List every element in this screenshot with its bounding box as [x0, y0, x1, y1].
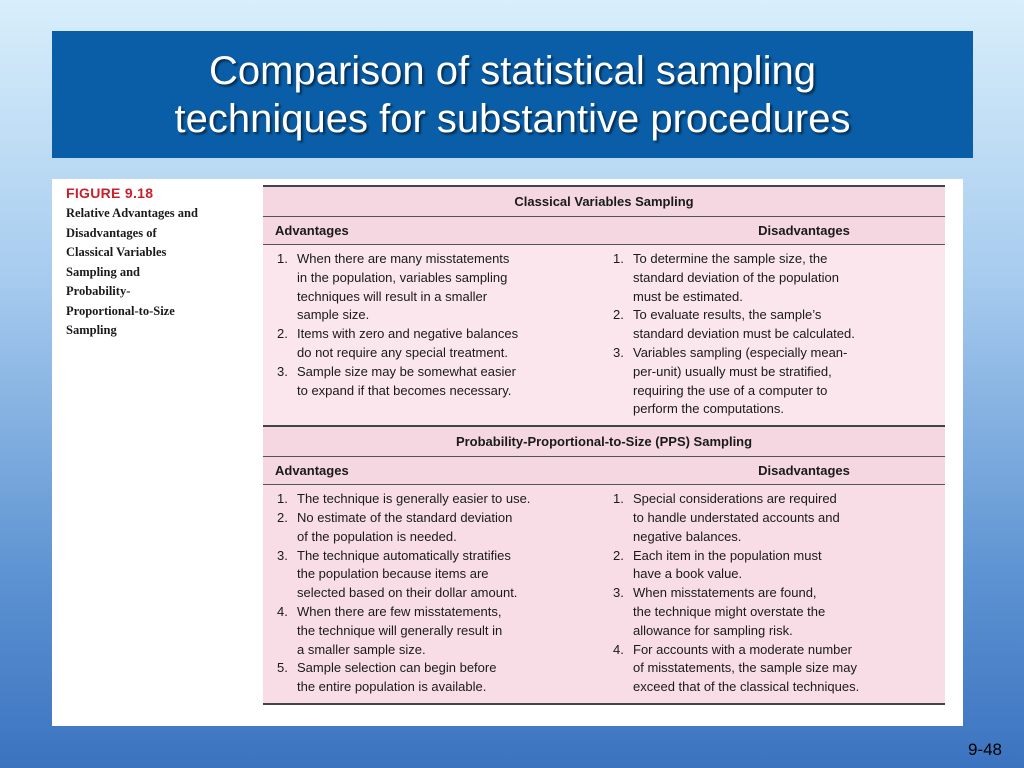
- item-number: 3.: [613, 344, 624, 360]
- advantages-list: [263, 250, 603, 419]
- item-line: Variables sampling (especially mean-: [633, 344, 848, 360]
- item-line: exceed that of the classical techniques.: [633, 679, 860, 695]
- list-item: [277, 325, 603, 363]
- item-number: 2.: [277, 509, 288, 525]
- disadvantages-header: Disadvantages: [758, 223, 850, 238]
- section-body: [263, 485, 945, 703]
- column-headers: [263, 217, 945, 245]
- item-line: negative balances.: [633, 528, 742, 544]
- item-line: The technique is generally easier to use.: [297, 491, 531, 507]
- item-number: 2.: [277, 326, 288, 342]
- item-line: the technique will generally result in: [297, 622, 503, 638]
- item-line: the technique might overstate the: [633, 603, 826, 619]
- item-number: 4.: [613, 641, 624, 657]
- caption-line: Proportional-to-Size: [66, 303, 175, 318]
- caption-line: Disadvantages of: [66, 225, 157, 240]
- section-body: [263, 245, 945, 425]
- item-line: techniques will result in a smaller: [297, 288, 488, 304]
- item-line: perform the computations.: [633, 401, 785, 417]
- item-line: For accounts with a moderate number: [633, 641, 852, 657]
- item-line: No estimate of the standard deviation: [297, 509, 513, 525]
- list-item: [613, 490, 945, 546]
- item-line: Each item in the population must: [633, 547, 822, 563]
- slide-number: 9-48: [967, 740, 1002, 759]
- list-item: [277, 250, 603, 325]
- list-item: [277, 490, 603, 509]
- item-line: Sample selection can begin before: [297, 660, 497, 676]
- section-title: Classical Variables Sampling: [263, 187, 945, 217]
- list-item: [277, 603, 603, 659]
- item-line: Special considerations are required: [633, 491, 837, 507]
- list-item: [277, 659, 603, 697]
- item-line: the population because items are: [297, 566, 489, 582]
- caption-line: Relative Advantages and: [66, 206, 198, 220]
- slide-title-line-2: techniques for substantive procedures: [174, 96, 851, 141]
- item-line: To determine the sample size, the: [633, 251, 828, 266]
- item-number: 3.: [277, 363, 288, 379]
- item-number: 1.: [277, 491, 288, 507]
- column-headers: [263, 457, 945, 485]
- list-item: [277, 363, 603, 401]
- list-item: [277, 509, 603, 547]
- item-line: a smaller sample size.: [297, 641, 426, 657]
- item-line: have a book value.: [633, 566, 743, 582]
- caption-line: Sampling: [66, 323, 117, 337]
- list-item: [613, 250, 945, 306]
- figure-caption-block: [66, 184, 256, 341]
- item-line: allowance for sampling risk.: [633, 622, 793, 638]
- slide-title-line-1: Comparison of statistical sampling: [209, 48, 816, 93]
- item-line: sample size.: [297, 307, 370, 323]
- figure-label: FIGURE 9.18: [66, 185, 154, 201]
- list-item: [613, 584, 945, 640]
- item-number: 2.: [613, 547, 624, 563]
- item-line: requiring the use of a computer to: [633, 382, 828, 398]
- item-line: per-unit) usually must be stratified,: [633, 363, 832, 379]
- item-number: 1.: [277, 251, 288, 266]
- item-line: to expand if that becomes necessary.: [297, 382, 512, 398]
- list-item: [613, 344, 945, 419]
- advantages-header: Advantages: [275, 463, 349, 479]
- item-line: When misstatements are found,: [633, 585, 817, 601]
- comparison-table: [263, 185, 945, 705]
- caption-line: Probability-: [66, 284, 131, 298]
- item-number: 3.: [613, 585, 624, 601]
- item-number: 1.: [613, 251, 624, 266]
- disadvantages-list: [603, 250, 945, 419]
- item-line: To evaluate results, the sample’s: [633, 307, 822, 323]
- item-line: standard deviation must be calculated.: [633, 326, 855, 342]
- item-line: Sample size may be somewhat easier: [297, 363, 516, 379]
- caption-line: Classical Variables: [66, 245, 167, 259]
- item-line: the entire population is available.: [297, 679, 487, 695]
- item-line: Items with zero and negative balances: [297, 326, 519, 342]
- slide-title: [52, 31, 973, 158]
- item-line: to handle understated accounts and: [633, 509, 840, 525]
- disadvantages-header: Disadvantages: [758, 463, 850, 479]
- caption-line: Sampling and: [66, 264, 140, 279]
- disadvantages-list: [603, 490, 945, 697]
- item-line: do not require any special treatment.: [297, 344, 509, 360]
- item-line: When there are many misstatements: [297, 251, 510, 266]
- list-item: [613, 306, 945, 344]
- item-line: in the population, variables sampling: [297, 269, 508, 285]
- list-item: [613, 641, 945, 697]
- item-line: The technique automatically stratifies: [297, 547, 511, 563]
- item-line: standard deviation of the population: [633, 269, 839, 285]
- list-item: [277, 547, 603, 603]
- advantages-header: Advantages: [275, 223, 349, 238]
- item-number: 1.: [613, 491, 624, 507]
- item-line: of misstatements, the sample size may: [633, 660, 857, 676]
- item-number: 2.: [613, 307, 624, 323]
- item-line: must be estimated.: [633, 288, 743, 304]
- item-number: 3.: [277, 547, 288, 563]
- figure-panel: [52, 179, 963, 726]
- item-line: of the population is needed.: [297, 528, 457, 544]
- item-line: When there are few misstatements,: [297, 603, 502, 619]
- list-item: [613, 547, 945, 585]
- advantages-list: [263, 490, 603, 697]
- figure-caption: [66, 204, 256, 341]
- section-title: Probability-Proportional-to-Size (PPS) Sampling: [263, 425, 945, 457]
- item-number: 4.: [277, 603, 288, 619]
- item-line: selected based on their dollar amount.: [297, 585, 518, 601]
- item-number: 5.: [277, 660, 288, 676]
